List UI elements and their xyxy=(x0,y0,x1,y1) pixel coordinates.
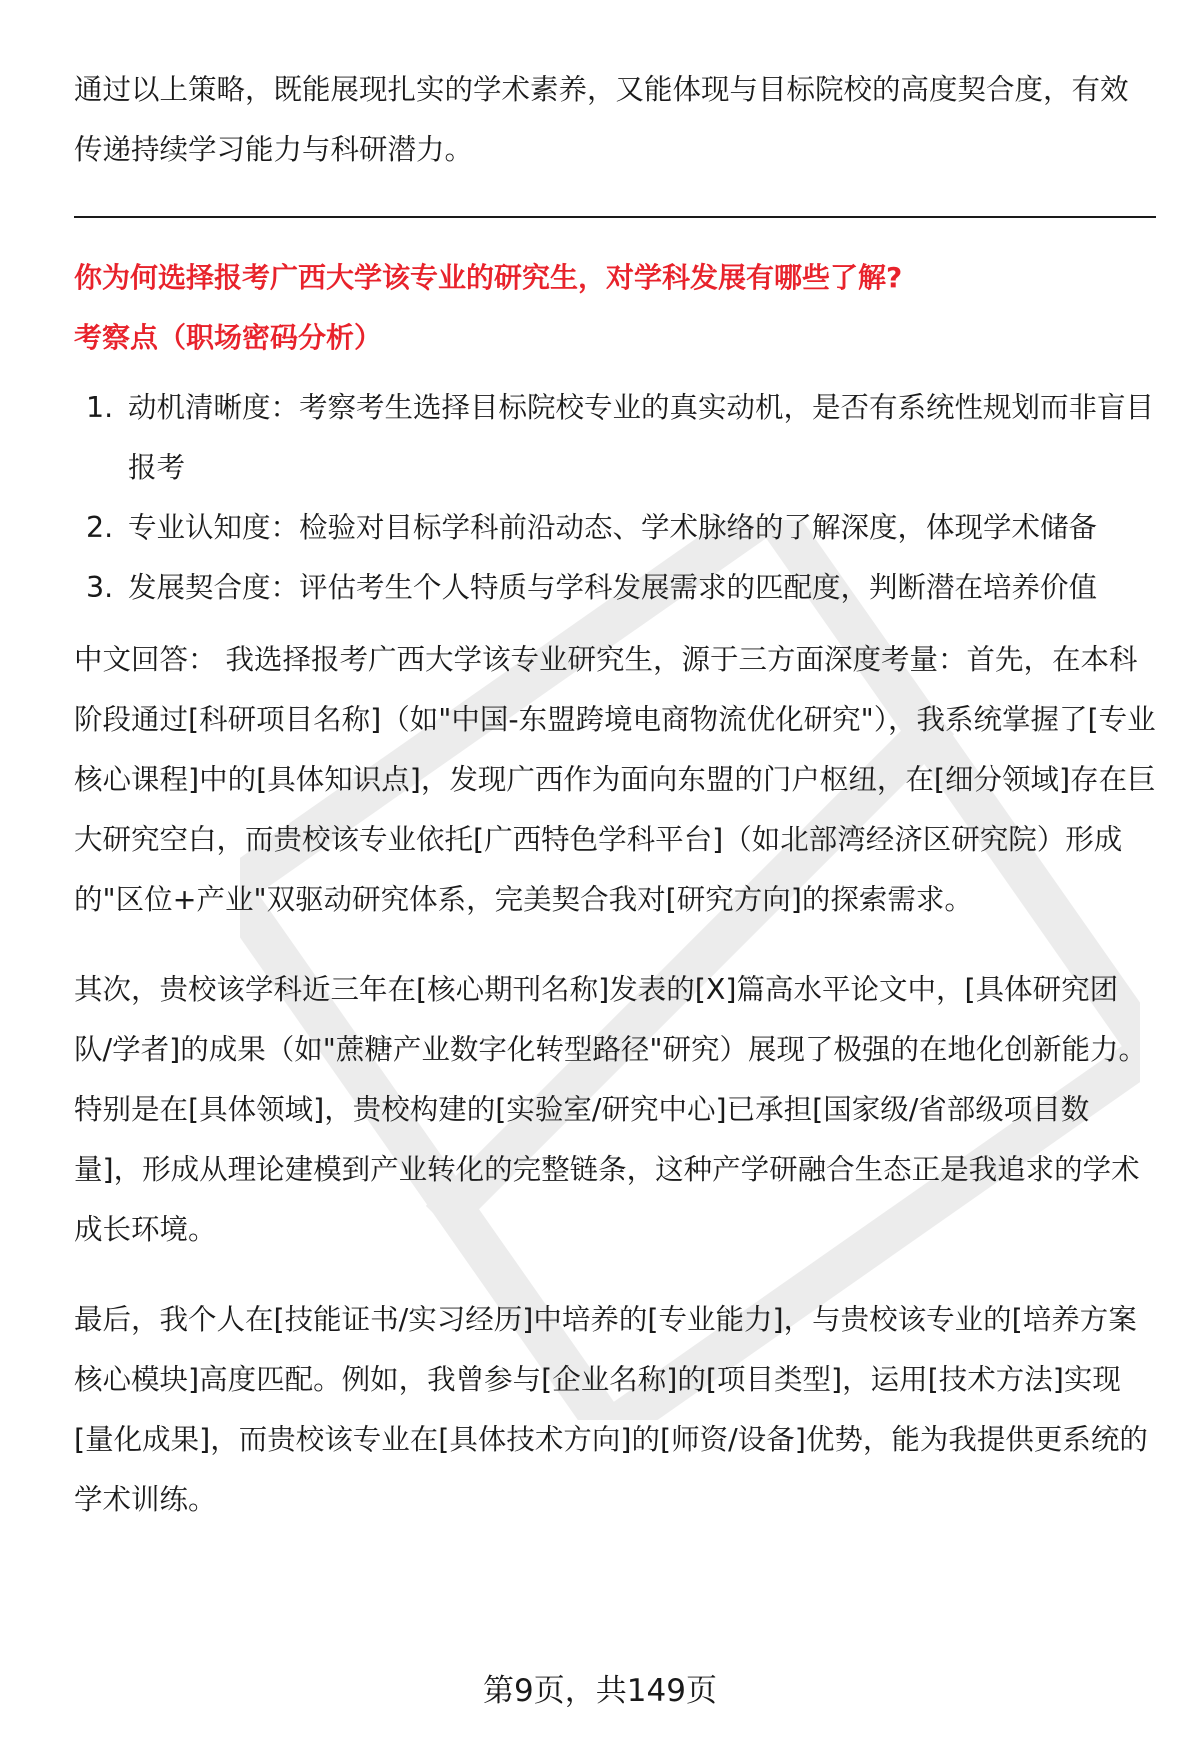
intro-paragraph: 通过以上策略，既能展现扎实的学术素养，又能体现与目标院校的高度契合度，有效传递持续学习能力与科研潜力。 xyxy=(74,73,1129,166)
section-divider xyxy=(74,216,1156,218)
question-heading: 你为何选择报考广西大学该专业的研究生，对学科发展有哪些了解? xyxy=(74,261,903,294)
list-item xyxy=(74,558,1156,618)
subheading: 考察点（职场密码分析） xyxy=(74,321,383,354)
list-text: 发展契合度：评估考生个人特质与学科发展需求的匹配度，判断潜在培养价值 xyxy=(128,571,1098,604)
list-item xyxy=(74,378,1156,498)
list-number: 2. xyxy=(86,511,114,544)
list-number: 1. xyxy=(86,391,114,424)
page-number-footer: 第9页，共149页 xyxy=(483,1673,717,1709)
answer-paragraph-1: 中文回答： 我选择报考广西大学该专业研究生，源于三方面深度考量：首先，在本科阶段通过[科研项目名称]（如"中国-东盟跨境电商物流优化研究"），我系统掌握了[专业核心课程]中的[具体知识点]，发现广西作为面向东盟的门户枢纽，在[细分领域]存在巨大研究空白，而贵校该专业依托[广西特色学科平台]（如北部湾经济区研究院）形成的"区位+产业"双驱动研究体系，完美契合我对[研究方向]的探索需求。 xyxy=(74,643,1156,916)
points-list xyxy=(74,378,1156,618)
answer-paragraph-3: 最后，我个人在[技能证书/实习经历]中培养的[专业能力]，与贵校该专业的[培养方案核心模块]高度匹配。例如，我曾参与[企业名称]的[项目类型]，运用[技术方法]实现[量化成果]，而贵校该专业在[具体技术方向]的[师资/设备]优势，能为我提供更系统的学术训练。 xyxy=(74,1303,1148,1516)
list-text: 专业认知度：检验对目标学科前沿动态、学术脉络的了解深度，体现学术储备 xyxy=(128,511,1098,544)
list-text: 动机清晰度：考察考生选择目标院校专业的真实动机，是否有系统性规划而非盲目报考 xyxy=(128,391,1155,484)
document-page xyxy=(74,60,1156,1530)
answer-paragraph-2: 其次，贵校该学科近三年在[核心期刊名称]发表的[X]篇高水平论文中，[具体研究团队/学者]的成果（如"蔗糖产业数字化转型路径"研究）展现了极强的在地化创新能力。特别是在[具体领域]，贵校构建的[实验室/研究中心]已承担[国家级/省部级项目数量]，形成从理论建模到产业转化的完整链条，这种产学研融合生态正是我追求的学术成长环境。 xyxy=(74,973,1147,1246)
list-item xyxy=(74,498,1156,558)
list-number: 3. xyxy=(86,571,114,604)
